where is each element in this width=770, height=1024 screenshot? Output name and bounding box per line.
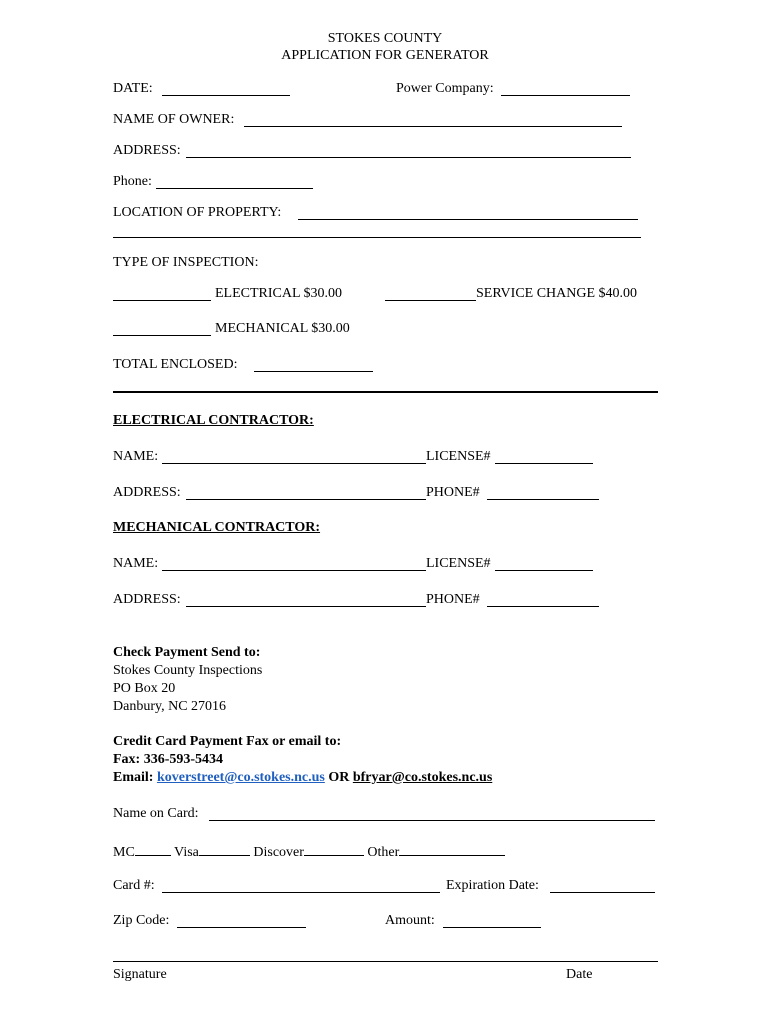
email-link-bfryar[interactable]: bfryar@co.stokes.nc.us	[352, 770, 493, 785]
location-label: LOCATION OF PROPERTY:	[113, 205, 282, 220]
location-field-continued[interactable]	[113, 237, 641, 238]
signature-label: Signature	[113, 967, 167, 982]
mechanical-contractor-phone-label: PHONE#	[426, 592, 480, 607]
mechanical-check-field[interactable]	[113, 335, 211, 336]
signature-date-label: Date	[566, 967, 593, 982]
card-type-row	[113, 842, 505, 861]
owner-name-label: NAME OF OWNER:	[113, 112, 235, 127]
electrical-contractor-name-field[interactable]	[162, 463, 426, 464]
zip-code-label: Zip Code:	[113, 913, 170, 928]
card-number-label: Card #:	[113, 878, 155, 893]
amount-field[interactable]	[443, 927, 541, 928]
county-title: STOKES COUNTY	[327, 31, 443, 46]
mechanical-contractor-address-field[interactable]	[186, 606, 426, 607]
total-enclosed-label: TOTAL ENCLOSED:	[113, 357, 238, 372]
email-or-text: OR	[328, 770, 350, 785]
electrical-contractor-phone-label: PHONE#	[426, 485, 480, 500]
phone-field[interactable]	[156, 188, 313, 189]
check-payment-address-line-3: Danbury, NC 27016	[113, 699, 227, 714]
discover-field[interactable]	[304, 842, 364, 856]
card-payment-heading: Credit Card Payment Fax or email to:	[113, 734, 342, 749]
address-label: ADDRESS:	[113, 143, 181, 158]
mc-label: MC	[113, 845, 135, 860]
date-field[interactable]	[162, 95, 290, 96]
form-title: APPLICATION FOR GENERATOR	[281, 48, 489, 63]
power-company-field[interactable]	[501, 95, 630, 96]
mechanical-contractor-license-field[interactable]	[495, 570, 593, 571]
mechanical-contractor-license-label: LICENSE#	[426, 556, 491, 571]
inspection-type-heading: TYPE OF INSPECTION:	[113, 255, 259, 270]
name-on-card-field[interactable]	[209, 820, 655, 821]
service-change-check-field[interactable]	[385, 300, 476, 301]
electrical-contractor-heading: ELECTRICAL CONTRACTOR:	[113, 413, 314, 428]
owner-name-field[interactable]	[244, 126, 622, 127]
mechanical-contractor-heading: MECHANICAL CONTRACTOR:	[113, 520, 321, 535]
power-company-label: Power Company:	[396, 81, 494, 96]
mechanical-contractor-name-field[interactable]	[162, 570, 426, 571]
electrical-check-field[interactable]	[113, 300, 211, 301]
electrical-contractor-license-label: LICENSE#	[426, 449, 491, 464]
check-payment-heading: Check Payment Send to:	[113, 645, 261, 660]
signature-line[interactable]	[113, 961, 658, 962]
card-number-field[interactable]	[162, 892, 440, 893]
expiration-date-field[interactable]	[550, 892, 655, 893]
fax-number: Fax: 336-593-5434	[113, 752, 224, 767]
electrical-contractor-license-field[interactable]	[495, 463, 593, 464]
location-field[interactable]	[298, 219, 638, 220]
email-line	[113, 770, 492, 786]
electrical-contractor-address-field[interactable]	[186, 499, 426, 500]
email-link-koverstreet[interactable]: koverstreet@co.stokes.nc.us	[156, 770, 325, 785]
mechanical-inspection-label: MECHANICAL $30.00	[215, 321, 350, 336]
phone-label: Phone:	[113, 174, 152, 189]
expiration-date-label: Expiration Date:	[446, 878, 539, 893]
visa-label: Visa	[174, 845, 199, 860]
date-label: DATE:	[113, 81, 153, 96]
amount-label: Amount:	[385, 913, 435, 928]
other-label: Other	[367, 845, 400, 860]
visa-field[interactable]	[199, 842, 250, 856]
electrical-contractor-phone-field[interactable]	[487, 499, 599, 500]
discover-label: Discover	[253, 845, 304, 860]
electrical-contractor-address-label: ADDRESS:	[113, 485, 181, 500]
mechanical-contractor-phone-field[interactable]	[487, 606, 599, 607]
check-payment-address-line-1: Stokes County Inspections	[113, 663, 263, 678]
name-on-card-label: Name on Card:	[113, 806, 199, 821]
mechanical-contractor-address-label: ADDRESS:	[113, 592, 181, 607]
total-enclosed-field[interactable]	[254, 371, 373, 372]
electrical-contractor-name-label: NAME:	[113, 449, 159, 464]
check-payment-address-line-2: PO Box 20	[113, 681, 176, 696]
section-divider	[113, 391, 658, 393]
mechanical-contractor-name-label: NAME:	[113, 556, 159, 571]
mc-field[interactable]	[135, 842, 171, 856]
address-field[interactable]	[186, 157, 631, 158]
other-field[interactable]	[399, 842, 505, 856]
electrical-inspection-label: ELECTRICAL $30.00	[215, 286, 343, 301]
zip-code-field[interactable]	[177, 927, 306, 928]
service-change-label: SERVICE CHANGE $40.00	[476, 286, 638, 301]
email-label: Email:	[113, 770, 154, 785]
